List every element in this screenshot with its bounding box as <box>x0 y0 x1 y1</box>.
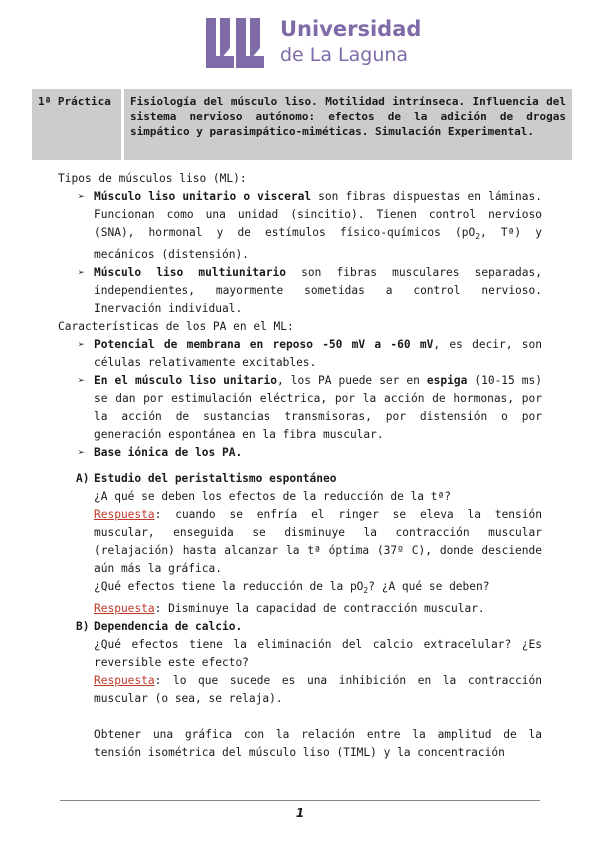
bullet-text <box>94 188 542 264</box>
bullet-unitario-pa <box>78 372 542 444</box>
question: ¿Qué efectos tiene la eliminación del calcio extracelular? ¿Es reversible este efecto? <box>94 638 542 670</box>
text: ¿Qué efectos tiene la reducción de la pO <box>94 580 364 594</box>
logo-line-1: Universidad <box>280 17 422 41</box>
answer-text: : cuando se enfría el ringer se eleva la tensión muscular, enseguida se disminuye la contracción muscular (relajación) hasta alcanzar la tª óptima (37º C), donde desciende aún más la gráfica. <box>94 508 542 576</box>
answer-text: : Disminuye la capacidad de contracción muscular. <box>154 602 485 616</box>
text: , es decir, son células relativamente excitables. <box>94 338 542 370</box>
document-body <box>58 170 542 762</box>
text: ? ¿A qué se deben? <box>368 580 490 594</box>
bullet-text <box>94 444 542 462</box>
text: , Tª) y mecánicos (distensión). <box>94 226 542 262</box>
question <box>94 578 542 600</box>
bullet-text <box>94 372 542 444</box>
practice-title: Fisiología del músculo liso. Motilidad intrínseca. Influencia del sistema nervioso autónomo: efectos de la adición de drogas simpático y parasimpático-miméticas. Simulación Experimental. <box>124 89 572 160</box>
university-logo <box>206 14 426 74</box>
bullet-unitario <box>78 188 542 264</box>
section-letter: B) <box>76 620 90 634</box>
practice-label: 1ª Práctica <box>32 89 121 160</box>
bullet-text <box>94 336 542 372</box>
section-b-heading <box>76 618 542 636</box>
text: (10-15 ms) se dan por estimulación eléctrica, por la acción de hormonas, por la acción de sustancias transmisoras, por distensión o por generación espontánea en la fibra muscular. <box>94 374 543 442</box>
page-number: 1 <box>295 806 305 820</box>
bullet-base-ionica <box>78 444 542 462</box>
arrow-bullet-icon: ➢ <box>78 266 85 280</box>
bold-term: Músculo liso multiunitario <box>94 266 286 280</box>
text: son fibras dispuestas en láminas. Funcionan como una unidad (sincitio). Tienen control nervioso (SNA), hormonal y de estímulos físico-químicos (pO <box>94 190 542 239</box>
respuesta-label: Respuesta <box>94 602 155 616</box>
section-title: Estudio del peristaltismo espontáneo <box>94 472 337 486</box>
subscript: 2 <box>363 586 369 596</box>
tipos-heading: Tipos de músculos liso (ML): <box>58 172 247 185</box>
bold-term: espiga <box>426 374 468 388</box>
section-title: Dependencia de calcio. <box>94 620 243 634</box>
logo-wordmark <box>280 16 421 68</box>
answer-text: : lo que sucede es una inhibición en la contracción muscular (o sea, se relaja). <box>94 674 542 706</box>
ull-logo-icon <box>206 18 268 68</box>
arrow-bullet-icon: ➢ <box>78 446 85 460</box>
arrow-bullet-icon: ➢ <box>78 338 85 352</box>
text: , los PA puede ser en <box>277 374 427 388</box>
answer <box>94 506 542 578</box>
bullet-potencial <box>78 336 542 372</box>
text: son fibras musculares separadas, independientes, mayormente sometidas a control nervioso. Inervación individual. <box>94 266 542 316</box>
paragraph: Obtener una gráfica con la relación entre la amplitud de la tensión isométrica del músculo liso (TIML) y la concentración <box>94 728 542 760</box>
respuesta-label: Respuesta <box>94 674 155 688</box>
bold-term: Músculo liso unitario o visceral <box>94 190 312 203</box>
bullet-multiunitario <box>78 264 542 318</box>
question: ¿A qué se deben los efectos de la reducción de la tª? <box>94 490 451 504</box>
respuesta-label: Respuesta <box>94 508 155 522</box>
section-a-heading <box>76 470 542 488</box>
practice-header <box>32 89 572 160</box>
bold-term: En el músculo liso unitario <box>94 374 278 388</box>
subscript: 2 <box>475 232 481 242</box>
section-letter: A) <box>76 472 90 486</box>
answer <box>94 672 542 708</box>
logo-line-2: de La Laguna <box>280 44 409 66</box>
spacer <box>58 708 542 726</box>
arrow-bullet-icon: ➢ <box>78 374 85 388</box>
arrow-bullet-icon: ➢ <box>78 190 85 203</box>
bold-term: Potencial de membrana en reposo -50 mV a -60 mV <box>94 338 434 352</box>
answer <box>94 600 542 618</box>
bold-term: Base iónica de los PA. <box>94 446 243 460</box>
bullet-text <box>94 264 542 318</box>
pa-heading: Características de los PA en el ML: <box>58 320 294 334</box>
footer-rule <box>60 800 540 801</box>
